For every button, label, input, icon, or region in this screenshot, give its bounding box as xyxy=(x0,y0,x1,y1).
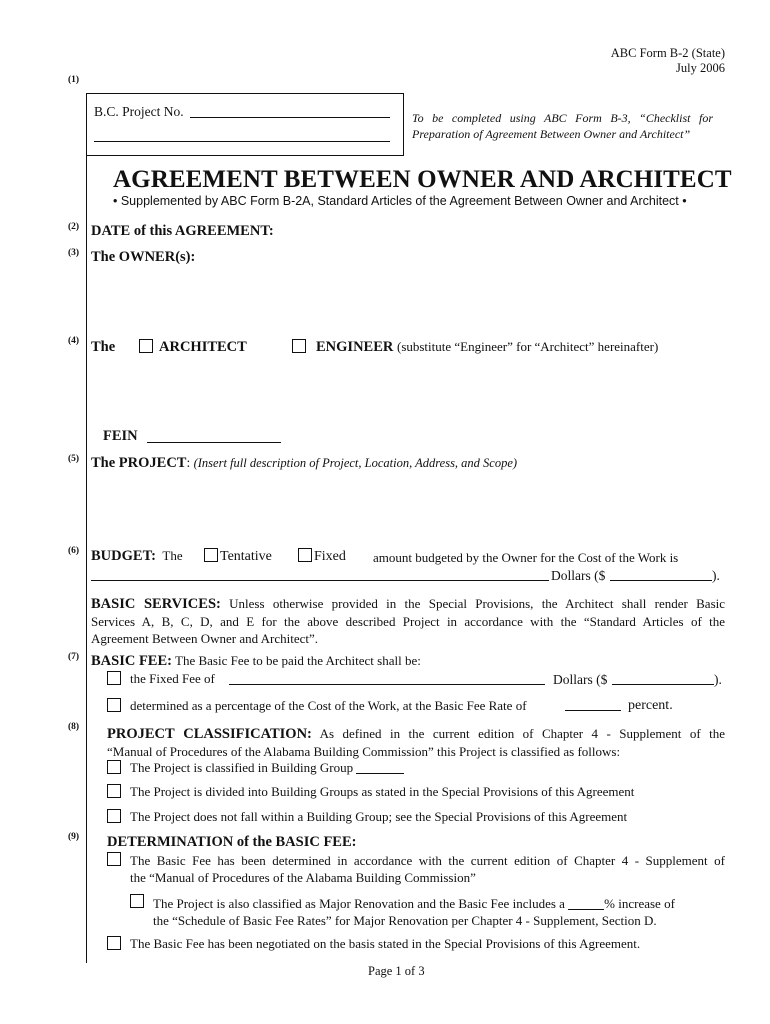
percent-label: percent. xyxy=(628,698,673,713)
checklist-note xyxy=(412,110,713,142)
divided-groups-checkbox[interactable] xyxy=(107,784,121,798)
section-number-5: (5) xyxy=(68,454,80,464)
engineer-option[interactable] xyxy=(292,339,658,356)
negotiated-label: The Basic Fee has been negotiated on the basis stated in the Special Provisions of this Agreement. xyxy=(130,936,641,951)
no-group-label: The Project does not fall within a Building Group; see the Special Provisions of this Agreement xyxy=(130,809,628,824)
fixed-label: Fixed xyxy=(314,549,346,564)
budget-label: BUDGET: xyxy=(91,548,156,564)
basic-services xyxy=(91,595,725,647)
fein-field[interactable] xyxy=(147,428,281,443)
fixed-checkbox[interactable] xyxy=(298,548,312,562)
budget-amount-field[interactable] xyxy=(610,567,712,581)
building-group-label: The Project is classified in Building Group xyxy=(130,760,354,775)
fixed-fee-label: the Fixed Fee of xyxy=(130,671,215,686)
fixed-fee-checkbox[interactable] xyxy=(107,671,121,685)
project-number-box xyxy=(86,93,404,156)
determination-label: DETERMINATION of the BASIC FEE: xyxy=(107,834,357,850)
divided-groups-option[interactable] xyxy=(107,784,634,800)
negotiated-option[interactable] xyxy=(107,936,640,952)
budget-dollars: Dollars ($ xyxy=(551,568,606,583)
architect-label: ARCHITECT xyxy=(159,339,247,355)
section-number-9: (9) xyxy=(68,832,80,842)
basic-services-line2: Services A, B, C, D, and E for the above described Project in accordance with the “Standard Articles of the xyxy=(91,614,725,629)
classification xyxy=(107,725,725,760)
section-number-6: (6) xyxy=(68,546,80,556)
renovation-percent-field[interactable] xyxy=(568,897,604,910)
section-number-2: (2) xyxy=(68,222,80,232)
project-row xyxy=(91,455,517,472)
section-number-3: (3) xyxy=(68,248,80,258)
major-renovation-line1b: % increase of xyxy=(604,896,675,911)
budget-row xyxy=(91,548,183,565)
engineer-checkbox[interactable] xyxy=(292,339,306,353)
form-id: ABC Form B-2 (State) xyxy=(610,46,725,60)
project-colon: : xyxy=(186,455,191,470)
major-renovation-text xyxy=(153,895,725,929)
section-number-1: (1) xyxy=(68,75,80,85)
percentage-fee-label: determined as a percentage of the Cost of the Work, at the Basic Fee Rate of xyxy=(130,698,527,713)
basic-services-line3: Agreement Between Owner and Architect”. xyxy=(91,631,319,646)
fein-label: FEIN xyxy=(103,428,138,444)
fixed-fee-amount-field[interactable] xyxy=(612,671,714,685)
page-number: Page 1 of 3 xyxy=(368,964,425,978)
budget-amount-words-field[interactable] xyxy=(91,567,549,581)
page-title: AGREEMENT BETWEEN OWNER AND ARCHITECT xyxy=(113,166,732,193)
basic-fee-text: The Basic Fee to be paid the Architect shall be: xyxy=(175,653,421,668)
fixed-fee-option[interactable] xyxy=(107,671,215,687)
section-number-4: (4) xyxy=(68,336,80,346)
section-number-7: (7) xyxy=(68,652,80,662)
form-date: July 2006 xyxy=(676,61,725,75)
major-renovation-checkbox[interactable] xyxy=(130,894,144,908)
project-label: The PROJECT xyxy=(91,455,187,471)
determined-text xyxy=(130,852,725,886)
no-group-option[interactable] xyxy=(107,809,627,825)
building-group-checkbox[interactable] xyxy=(107,760,121,774)
classification-line1 xyxy=(107,725,725,743)
building-group-option[interactable] xyxy=(107,760,404,776)
engineer-note: (substitute “Engineer” for “Architect” hereinafter) xyxy=(396,339,659,354)
basic-services-text1: Unless otherwise provided in the Special Provisions, the Architect shall render Basic xyxy=(229,596,726,611)
architect-checkbox[interactable] xyxy=(139,339,153,353)
fixed-fee-words-field[interactable] xyxy=(229,671,545,685)
major-renovation-line1a: The Project is also classified as Major Renovation and the Basic Fee includes a xyxy=(153,896,565,911)
no-group-checkbox[interactable] xyxy=(107,809,121,823)
engineer-label: ENGINEER xyxy=(316,339,394,355)
negotiated-checkbox[interactable] xyxy=(107,936,121,950)
project-note: (Insert full description of Project, Location, Address, and Scope) xyxy=(193,456,518,470)
tentative-option[interactable] xyxy=(204,548,272,565)
tentative-label: Tentative xyxy=(220,549,272,564)
major-renovation-line2: the “Schedule of Basic Fee Rates” for Major Renovation per Chapter 4 - Supplement, Section D. xyxy=(153,913,657,928)
major-renovation-line1 xyxy=(153,895,725,912)
percentage-fee-checkbox[interactable] xyxy=(107,698,121,712)
determined-line1: The Basic Fee has been determined in accordance with the current edition of Chapter 4 - Supplement of xyxy=(130,853,725,868)
basic-services-line1 xyxy=(91,595,725,613)
determined-option[interactable] xyxy=(107,852,130,868)
classification-text1: As defined in the current edition of Chapter 4 - Supplement of the xyxy=(319,726,725,741)
fixed-fee-dollars: Dollars ($ xyxy=(553,672,608,687)
fixed-fee-end: ). xyxy=(714,672,722,687)
checklist-note-line2: Preparation of Agreement Between Owner and Architect” xyxy=(412,127,691,141)
budget-end: ). xyxy=(712,568,720,583)
percentage-fee-option[interactable] xyxy=(107,698,527,714)
checklist-note-line1: To be completed using ABC Form B-3, “Checklist for xyxy=(412,111,713,125)
subtitle: • Supplemented by ABC Form B-2A, Standard Articles of the Agreement Between Owner and Architect • xyxy=(113,194,687,208)
budget-the: The xyxy=(162,548,183,563)
basic-services-label: BASIC SERVICES: xyxy=(91,596,221,612)
classification-label: PROJECT CLASSIFICATION: xyxy=(107,726,312,742)
project-number-label: B.C. Project No. xyxy=(94,104,184,119)
determined-line2: the “Manual of Procedures of the Alabama Building Commission” xyxy=(130,870,476,885)
date-label: DATE of this AGREEMENT: xyxy=(91,223,274,239)
building-group-field[interactable] xyxy=(356,761,404,774)
budget-text: amount budgeted by the Owner for the Cost of the Work is xyxy=(373,550,679,565)
major-renovation-option[interactable] xyxy=(130,894,153,910)
section-number-8: (8) xyxy=(68,722,80,732)
architect-option[interactable] xyxy=(139,339,247,356)
fee-rate-field[interactable] xyxy=(565,697,621,711)
determined-checkbox[interactable] xyxy=(107,852,121,866)
basic-fee-row xyxy=(91,653,421,670)
architect-row-the: The xyxy=(91,339,116,355)
classification-line2: “Manual of Procedures of the Alabama Building Commission” this Project is classified as follows: xyxy=(107,744,621,759)
fixed-option[interactable] xyxy=(298,548,346,565)
owner-label: The OWNER(s): xyxy=(91,249,196,265)
tentative-checkbox[interactable] xyxy=(204,548,218,562)
project-number-field[interactable] xyxy=(190,104,390,118)
divided-groups-label: The Project is divided into Building Groups as stated in the Special Provisions of this Agreement xyxy=(130,784,635,799)
basic-fee-label: BASIC FEE: xyxy=(91,653,172,669)
project-number-field-line2[interactable] xyxy=(94,128,390,142)
form-header xyxy=(611,46,725,76)
margin-rule xyxy=(86,93,87,963)
